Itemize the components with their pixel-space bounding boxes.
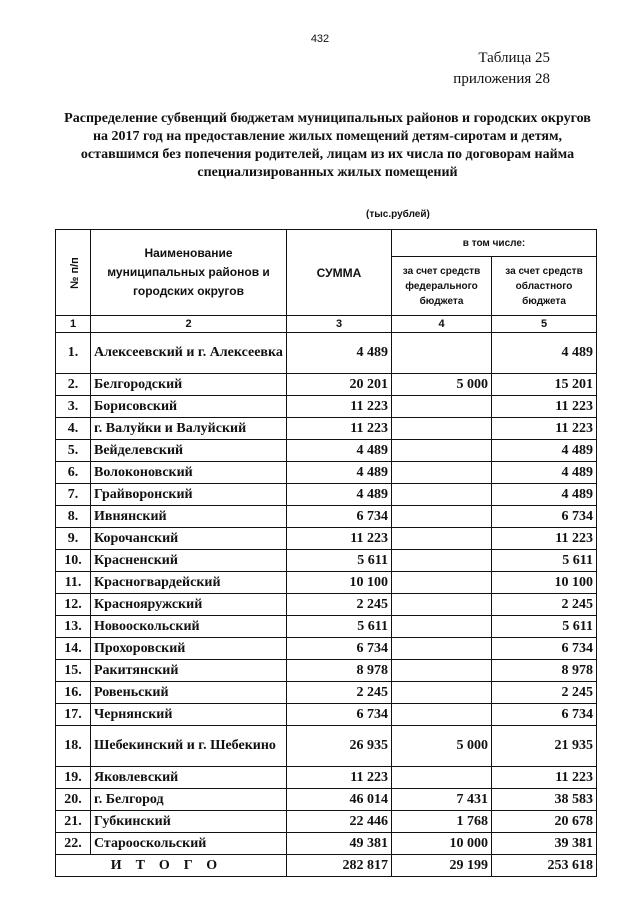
row-number: 14. xyxy=(56,638,91,660)
district-name: Губкинский xyxy=(91,811,287,833)
header-num-label: № п/п xyxy=(68,256,81,289)
district-name: Ровеньский xyxy=(91,682,287,704)
row-number: 11. xyxy=(56,572,91,594)
regional-value: 6 734 xyxy=(492,506,597,528)
regional-value: 4 489 xyxy=(492,462,597,484)
sum-value: 49 381 xyxy=(287,833,392,855)
total-federal: 29 199 xyxy=(392,855,492,877)
row-number: 10. xyxy=(56,550,91,572)
table-row xyxy=(56,638,597,660)
regional-value: 6 734 xyxy=(492,638,597,660)
table-row xyxy=(56,484,597,506)
table-row xyxy=(56,767,597,789)
sum-value: 11 223 xyxy=(287,418,392,440)
federal-value xyxy=(392,550,492,572)
sum-value: 26 935 xyxy=(287,726,392,767)
district-name: Яковлевский xyxy=(91,767,287,789)
district-name: Шебекинский и г. Шебекино xyxy=(91,726,287,767)
regional-value: 4 489 xyxy=(492,440,597,462)
units-label: (тыс.рублей) xyxy=(366,209,430,220)
district-name: Новооскольский xyxy=(91,616,287,638)
appendix-number: приложения 28 xyxy=(453,71,550,87)
table-row xyxy=(56,572,597,594)
table-row xyxy=(56,704,597,726)
table-row xyxy=(56,418,597,440)
sum-value: 11 223 xyxy=(287,767,392,789)
sum-value: 10 100 xyxy=(287,572,392,594)
table-row xyxy=(56,374,597,396)
regional-value: 38 583 xyxy=(492,789,597,811)
table-body xyxy=(56,333,597,855)
district-name: Борисовский xyxy=(91,396,287,418)
regional-value: 4 489 xyxy=(492,333,597,374)
federal-value xyxy=(392,462,492,484)
row-number: 15. xyxy=(56,660,91,682)
row-number: 16. xyxy=(56,682,91,704)
sum-value: 6 734 xyxy=(287,506,392,528)
column-number: 1 xyxy=(56,316,91,333)
regional-value: 39 381 xyxy=(492,833,597,855)
sum-value: 6 734 xyxy=(287,704,392,726)
district-name: Корочанский xyxy=(91,528,287,550)
subvention-table xyxy=(55,229,597,877)
header-including: в том числе: xyxy=(392,230,597,257)
district-name: Ракитянский xyxy=(91,660,287,682)
district-name: г. Белгород xyxy=(91,789,287,811)
federal-value: 10 000 xyxy=(392,833,492,855)
federal-value xyxy=(392,506,492,528)
row-number: 8. xyxy=(56,506,91,528)
federal-value: 7 431 xyxy=(392,789,492,811)
sum-value: 6 734 xyxy=(287,638,392,660)
document-title: Распределение субвенций бюджетам муниципальных районов и городских округов на 2017 год на предоставление жилых помещений детям-сиротам и детям, оставшимся без попечения родителей, лицам из их числа по договорам найма специализированных жилых помещений xyxy=(64,111,591,180)
column-number: 4 xyxy=(392,316,492,333)
sum-value: 11 223 xyxy=(287,528,392,550)
district-name: Ивнянский xyxy=(91,506,287,528)
district-name: Чернянский xyxy=(91,704,287,726)
sum-value: 11 223 xyxy=(287,396,392,418)
regional-value: 11 223 xyxy=(492,418,597,440)
district-name: Алексеевский и г. Алексеевка xyxy=(91,333,287,374)
sum-value: 4 489 xyxy=(287,440,392,462)
header-regional: за счет средств областного бюджета xyxy=(492,257,597,316)
federal-value xyxy=(392,572,492,594)
federal-value xyxy=(392,660,492,682)
federal-value: 1 768 xyxy=(392,811,492,833)
sum-value: 8 978 xyxy=(287,660,392,682)
row-number: 22. xyxy=(56,833,91,855)
district-name: Красногвардейский xyxy=(91,572,287,594)
row-number: 19. xyxy=(56,767,91,789)
regional-value: 11 223 xyxy=(492,767,597,789)
regional-value: 2 245 xyxy=(492,682,597,704)
regional-value: 8 978 xyxy=(492,660,597,682)
row-number: 9. xyxy=(56,528,91,550)
row-number: 4. xyxy=(56,418,91,440)
regional-value: 10 100 xyxy=(492,572,597,594)
sum-value: 20 201 xyxy=(287,374,392,396)
table-row xyxy=(56,726,597,767)
table-row xyxy=(56,396,597,418)
regional-value: 4 489 xyxy=(492,484,597,506)
federal-value: 5 000 xyxy=(392,374,492,396)
sum-value: 2 245 xyxy=(287,682,392,704)
table-number: Таблица 25 xyxy=(478,50,550,66)
sum-value: 22 446 xyxy=(287,811,392,833)
row-number: 13. xyxy=(56,616,91,638)
row-number: 18. xyxy=(56,726,91,767)
row-number: 6. xyxy=(56,462,91,484)
sum-value: 4 489 xyxy=(287,333,392,374)
table-row xyxy=(56,811,597,833)
row-number: 2. xyxy=(56,374,91,396)
regional-value: 2 245 xyxy=(492,594,597,616)
table-row xyxy=(56,506,597,528)
row-number: 17. xyxy=(56,704,91,726)
district-name: Грайворонский xyxy=(91,484,287,506)
row-number: 12. xyxy=(56,594,91,616)
row-number: 7. xyxy=(56,484,91,506)
district-name: Старооскольский xyxy=(91,833,287,855)
district-name: Красненский xyxy=(91,550,287,572)
federal-value xyxy=(392,440,492,462)
federal-value xyxy=(392,594,492,616)
header-federal: за счет средств федерального бюджета xyxy=(392,257,492,316)
table-row xyxy=(56,594,597,616)
sum-value: 4 489 xyxy=(287,462,392,484)
federal-value xyxy=(392,484,492,506)
table-row xyxy=(56,833,597,855)
federal-value xyxy=(392,704,492,726)
table-row xyxy=(56,616,597,638)
regional-value: 5 611 xyxy=(492,616,597,638)
district-name: Прохоровский xyxy=(91,638,287,660)
regional-value: 5 611 xyxy=(492,550,597,572)
district-name: Краснояружский xyxy=(91,594,287,616)
sum-value: 5 611 xyxy=(287,616,392,638)
table-reference xyxy=(453,48,550,90)
sum-value: 2 245 xyxy=(287,594,392,616)
column-number: 5 xyxy=(492,316,597,333)
header-num xyxy=(56,230,91,316)
table-row xyxy=(56,550,597,572)
table-row xyxy=(56,462,597,484)
row-number: 5. xyxy=(56,440,91,462)
federal-value xyxy=(392,767,492,789)
federal-value xyxy=(392,418,492,440)
table-row xyxy=(56,528,597,550)
sum-value: 46 014 xyxy=(287,789,392,811)
header-name: Наименование муниципальных районов и городских округов xyxy=(91,230,287,316)
district-name: Белгородский xyxy=(91,374,287,396)
column-numbers-row xyxy=(56,316,597,333)
page-number: 432 xyxy=(310,33,330,45)
federal-value xyxy=(392,528,492,550)
regional-value: 15 201 xyxy=(492,374,597,396)
table-row xyxy=(56,682,597,704)
federal-value: 5 000 xyxy=(392,726,492,767)
regional-value: 6 734 xyxy=(492,704,597,726)
header-sum: СУММА xyxy=(287,230,392,316)
regional-value: 11 223 xyxy=(492,396,597,418)
district-name: Вейделевский xyxy=(91,440,287,462)
sum-value: 4 489 xyxy=(287,484,392,506)
regional-value: 20 678 xyxy=(492,811,597,833)
total-sum: 282 817 xyxy=(287,855,392,877)
table-row xyxy=(56,333,597,374)
regional-value: 21 935 xyxy=(492,726,597,767)
column-number: 3 xyxy=(287,316,392,333)
table-row xyxy=(56,440,597,462)
federal-value xyxy=(392,616,492,638)
regional-value: 11 223 xyxy=(492,528,597,550)
total-regional: 253 618 xyxy=(492,855,597,877)
row-number: 20. xyxy=(56,789,91,811)
row-number: 21. xyxy=(56,811,91,833)
federal-value xyxy=(392,682,492,704)
row-number: 1. xyxy=(56,333,91,374)
district-name: г. Валуйки и Валуйский xyxy=(91,418,287,440)
federal-value xyxy=(392,333,492,374)
column-number: 2 xyxy=(91,316,287,333)
total-row xyxy=(56,855,597,877)
row-number: 3. xyxy=(56,396,91,418)
federal-value xyxy=(392,638,492,660)
district-name: Волоконовский xyxy=(91,462,287,484)
table-row xyxy=(56,660,597,682)
federal-value xyxy=(392,396,492,418)
total-label: ИТОГО xyxy=(56,855,287,877)
table-row xyxy=(56,789,597,811)
sum-value: 5 611 xyxy=(287,550,392,572)
